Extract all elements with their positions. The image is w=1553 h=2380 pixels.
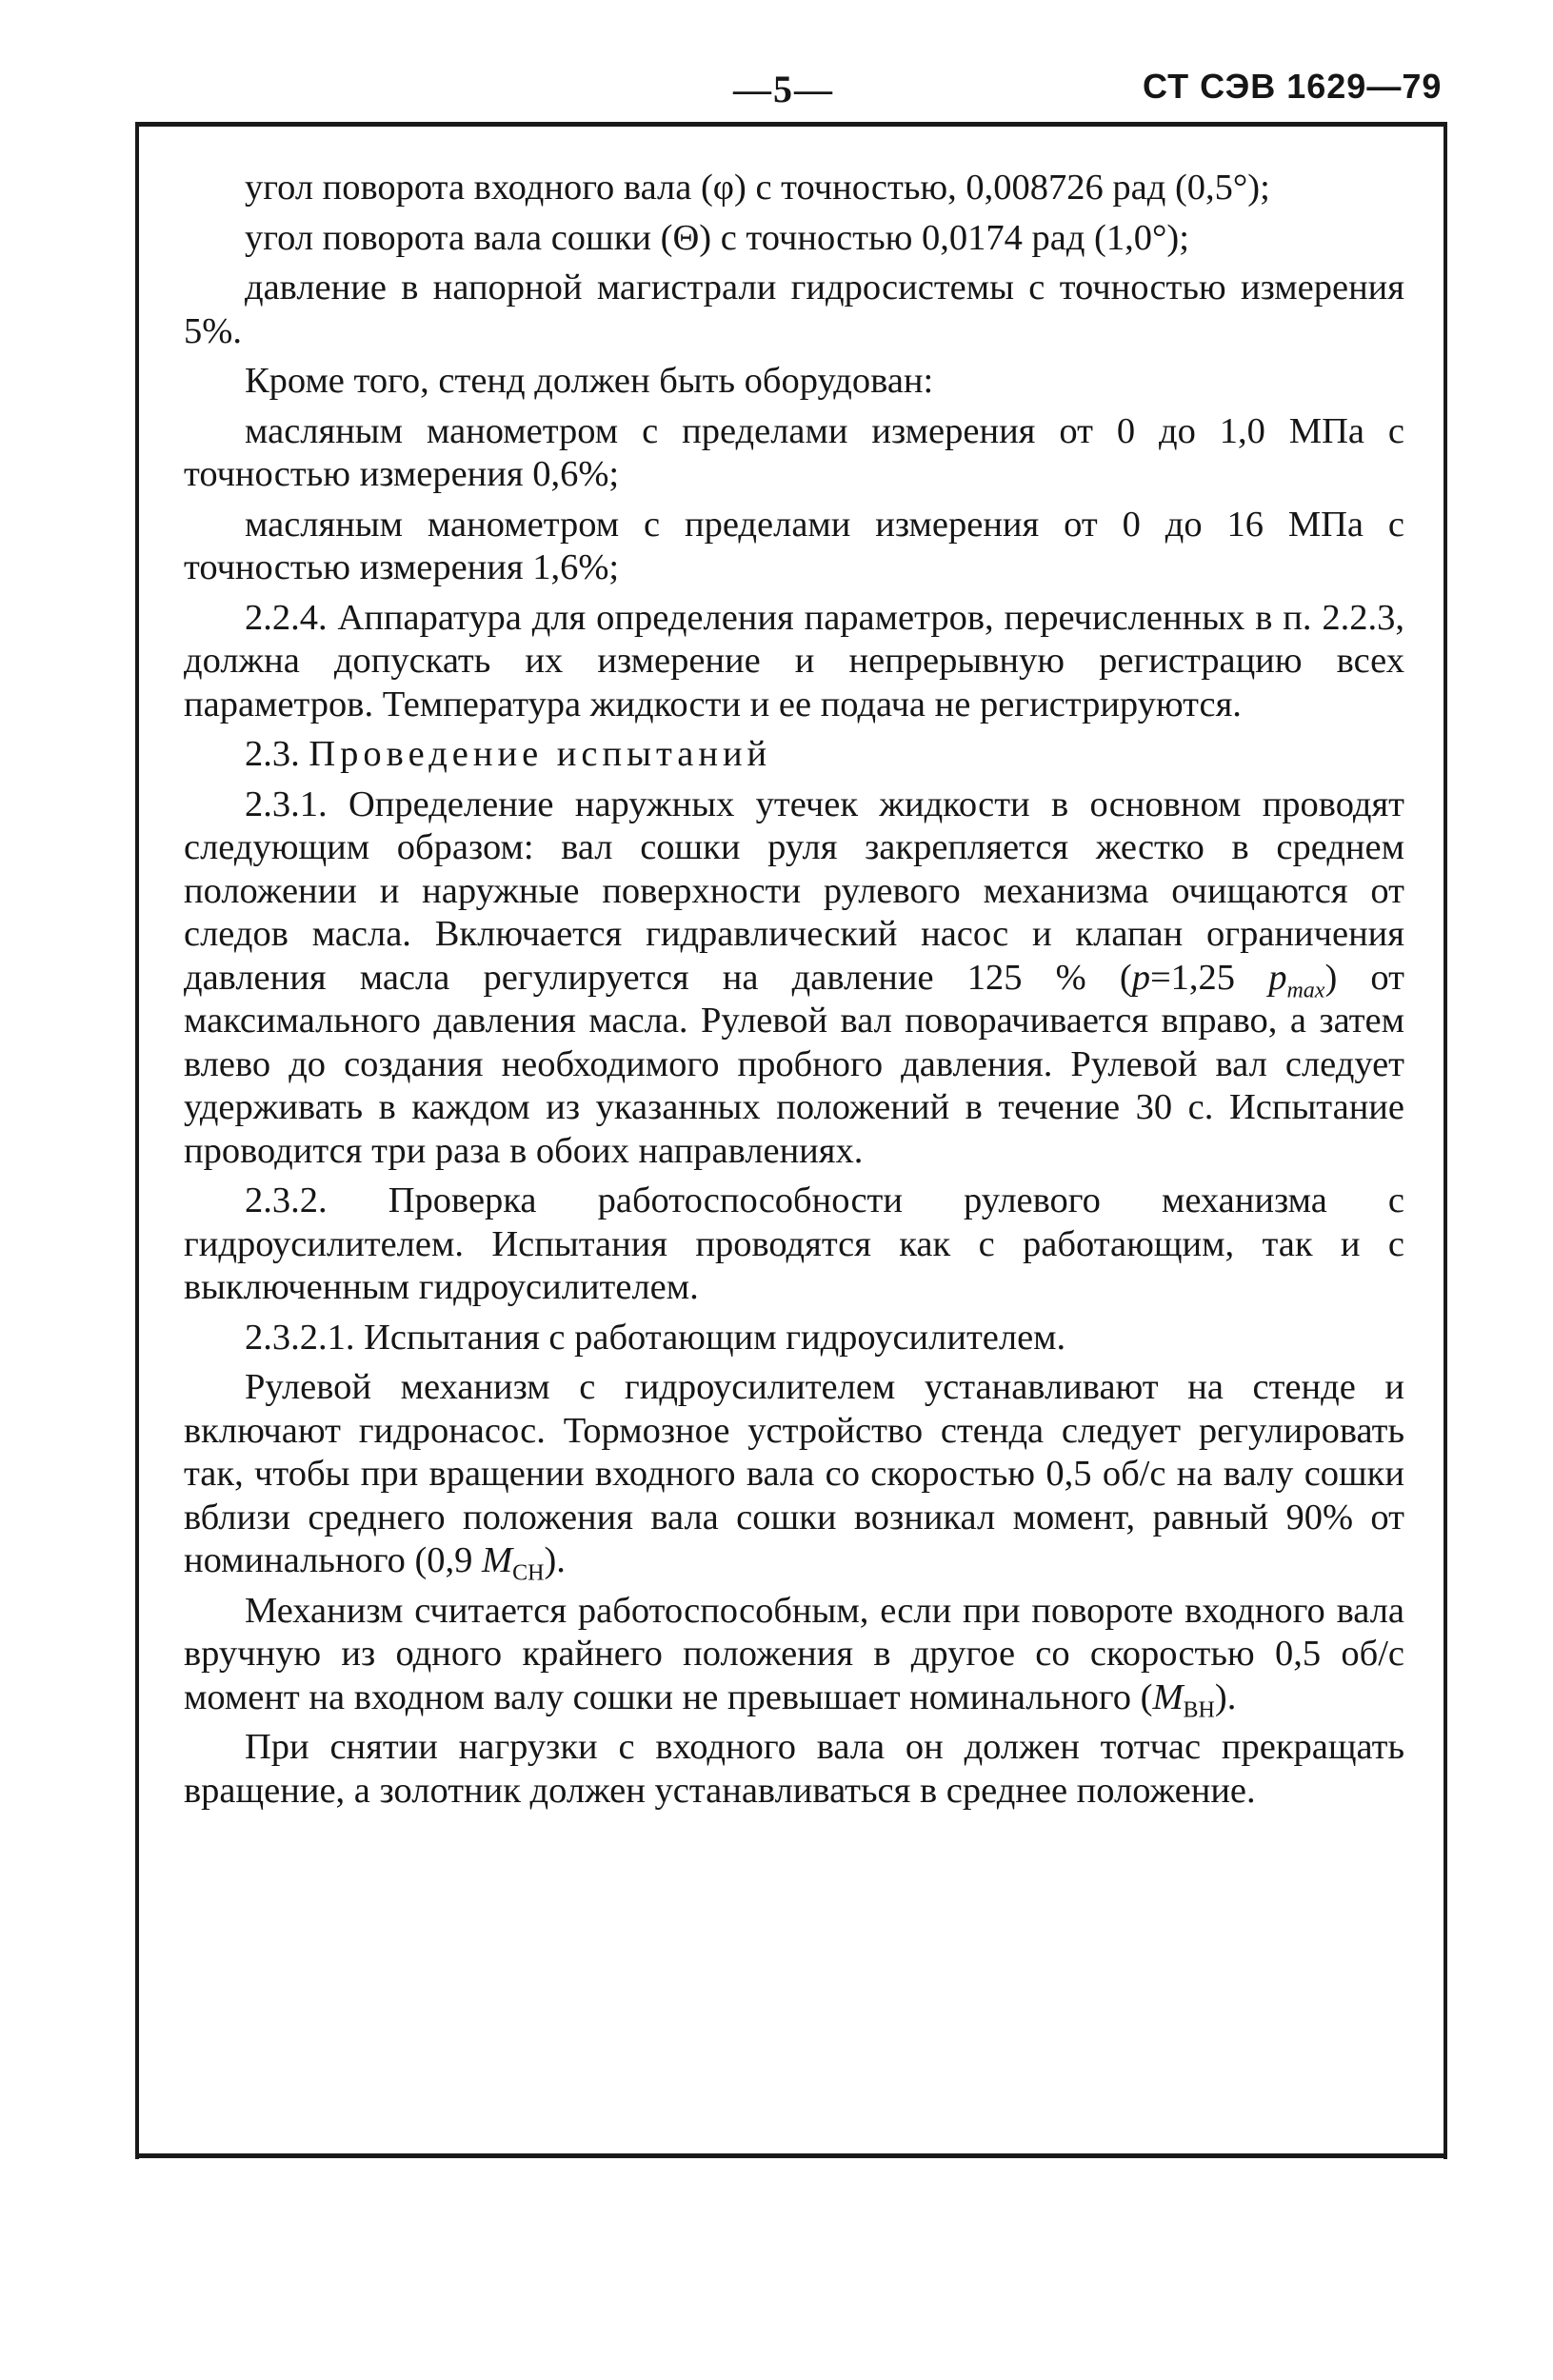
paragraph-2-3-2: 2.3.2. Проверка работоспособности рулевого механизма с гидроусилителем. Испытания проводятся как с работающим, так и с выключенным гидроусилителем. (184, 1180, 1404, 1307)
formula-symbol-p-max: p (1268, 957, 1287, 998)
paragraph-text: ). (1214, 1676, 1237, 1717)
paragraph-input-shaft-angle: угол поворота входного вала (φ) с точностью, 0,008726 рад (0,5°); (245, 168, 1270, 208)
paragraph-text: ). (544, 1540, 566, 1580)
formula-equals: =1,25 (1149, 957, 1269, 998)
frame-bottom-rule (135, 2153, 1447, 2158)
paragraph-2-3-1 (184, 783, 1404, 1174)
document-code: СТ СЭВ 1629—79 (1143, 67, 1443, 106)
formula-symbol-m: M (1152, 1676, 1184, 1717)
formula-subscript-vn: ВН (1183, 1697, 1215, 1723)
section-title: Проведение испытаний (309, 734, 772, 774)
paragraph-equipment-intro: Кроме того, стенд должен быть оборудован: (245, 361, 934, 401)
paragraph-load-removal: При снятии нагрузки с входного вала он должен тотчас прекращать вращение, а золотник должен устанавливаться в среднее положение. (184, 1727, 1404, 1811)
section-heading-2-3 (184, 733, 1404, 777)
paragraph-text: Механизм считается работоспособным, если при повороте входного вала вручную из одного крайнего положения в другое со скоростью 0,5 об/с момент на входном валу сошки не превышает номинального ( (184, 1590, 1404, 1717)
paragraph-2-3-2-1: 2.3.2.1. Испытания с работающим гидроусилителем. (245, 1317, 1066, 1358)
paragraph-text: 2.3.1. Определение наружных утечек жидкости в основном проводят следующим образом: вал сошки руля закрепляется жестко в среднем положении и наружные поверхности рулевого механизма очищаются от следов масла. Включается гидравлический насос и клапан ограничения давления масла регулируется на давление 125 % ( (184, 783, 1404, 998)
paragraph-manometer-1: масляным манометром с пределами измерения от 0 до 1,0 МПа с точностью измерения 0,6%; (184, 410, 1404, 494)
formula-subscript-sn: СН (512, 1560, 545, 1586)
paragraph-manometer-2: масляным манометром с пределами измерения от 0 до 16 МПа с точностью измерения 1,6%; (184, 504, 1404, 587)
paragraph-2-2-4: 2.2.4. Аппаратура для определения параметров, перечисленных в п. 2.2.3, должна допускать их измерение и непрерывную регистрацию всех параметров. Температура жидкости и ее подача не регистрируются. (184, 597, 1404, 724)
page-number: —5— (733, 68, 834, 110)
paragraph-text: ) от максимального давления масла. Рулевой вал поворачивается вправо, а затем влево до создания необходимого пробного давления. Рулевой вал следует удерживать в каждом из указанных положений в течение 30 с. Испытание проводится три раза в обоих направлениях. (184, 957, 1404, 1171)
formula-symbol-p: p (1131, 957, 1150, 998)
paragraph-text: Рулевой механизм с гидроусилителем устанавливают на стенде и включают гидронасос. Тормозное устройство стенда следует регулировать так, чтобы при вращении входного вала со скоростью 0,5 об/с на валу сошки вблизи среднего положения вала сошки возникал момент, равный 90% от номинального (0,9 (184, 1367, 1404, 1580)
formula-subscript-max: max (1286, 978, 1325, 1003)
paragraph-stand-setup (184, 1366, 1404, 1586)
page-header (0, 59, 1553, 126)
paragraph-pitman-shaft-angle: угол поворота вала сошки (Θ) с точностью 0,0174 рад (1,0°); (245, 217, 1189, 258)
formula-symbol-m: M (482, 1540, 513, 1580)
paragraph-pressure: давление в напорной магистрали гидросистемы с точностью измерения 5%. (184, 268, 1404, 351)
paragraph-operability (184, 1590, 1404, 1723)
section-number: 2.3. (245, 734, 300, 774)
document-body (184, 167, 1404, 1819)
